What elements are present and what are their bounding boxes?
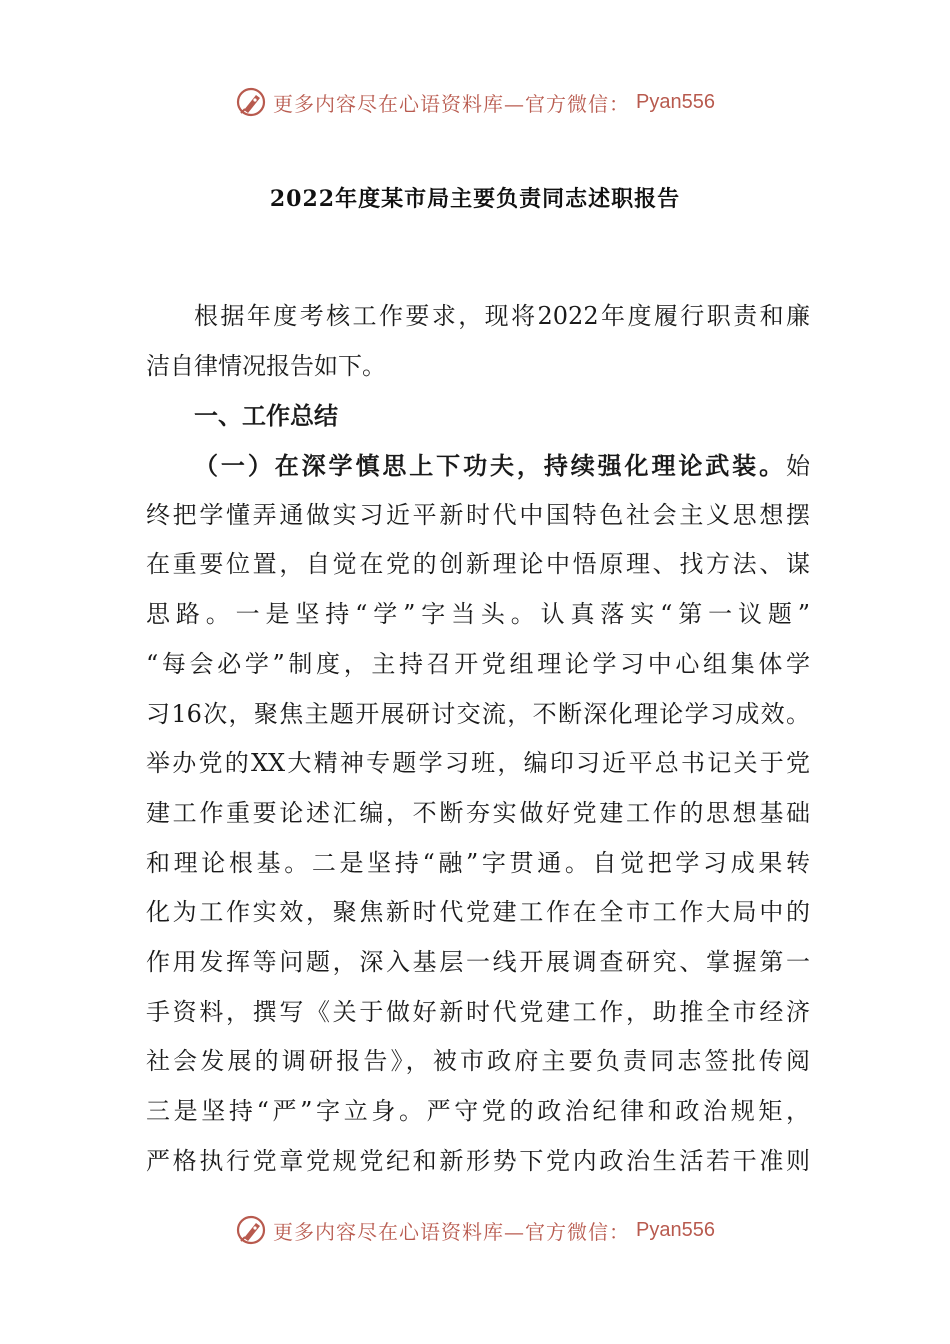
pen-nib-circle-icon xyxy=(235,86,267,118)
watermark-text: 更多内容尽在心语资料库—官方微信： xyxy=(273,91,631,116)
intro-line: 洁自律情况报告如下。 xyxy=(146,351,386,380)
body-line: 作用发挥等问题，深入基层一线开展调查研究、掌握第一 xyxy=(146,947,810,976)
body-line: 三是坚持“严”字立身。严守党的政治纪律和政治规矩， xyxy=(146,1097,810,1125)
subsection-heading: （一）在深学慎思上下功夫，持续强化理论武装。 xyxy=(194,451,786,481)
body-line: 建工作重要论述汇编，不断夯实做好党建工作的思想基础 xyxy=(146,798,810,827)
body-line: 化为工作实效，聚焦新时代党建工作在全市工作大局中的 xyxy=(146,898,810,927)
body-line: 习16次，聚焦主题开展研讨交流，不断深化理论学习成效。 xyxy=(146,699,810,728)
watermark-wechat-id: Pyan556 xyxy=(636,1218,715,1241)
watermark-text: 更多内容尽在心语资料库—官方微信： xyxy=(273,1219,631,1244)
body-line: 和理论根基。二是坚持“融”字贯通。自觉把学习成果转 xyxy=(146,848,810,877)
document-body xyxy=(146,292,810,1186)
watermark-banner-top xyxy=(0,82,950,122)
body-line: 社会发展的调研报告》，被市政府主要负责同志签批传阅 xyxy=(146,1047,810,1076)
body-line: 严格执行党章党规党纪和新形势下党内政治生活若干准则 xyxy=(146,1146,810,1175)
intro-line: 根据年度考核工作要求，现将2022年度履行职责和廉 xyxy=(194,302,810,330)
body-line: 举办党的XX大精神专题学习班，编印习近平总书记关于党 xyxy=(146,749,810,778)
body-line: 终把学懂弄通做实习近平新时代中国特色社会主义思想摆 xyxy=(146,500,810,529)
body-line: 手资料，撰写《关于做好新时代党建工作，助推全市经济 xyxy=(146,997,810,1026)
body-line: 在重要位置，自觉在党的创新理论中悟原理、找方法、谋 xyxy=(146,550,810,579)
subsection-lead-line xyxy=(146,441,810,491)
watermark-banner-bottom xyxy=(0,1210,950,1250)
subsection-lead-tail: 始 xyxy=(786,452,810,481)
pen-nib-circle-icon xyxy=(235,1214,267,1246)
body-line: 思路。一是坚持“学”字当头。认真落实“第一议题” xyxy=(146,600,810,629)
watermark-wechat-id: Pyan556 xyxy=(636,90,715,113)
page-title: 2022年度某市局主要负责同志述职报告 xyxy=(269,186,681,212)
section-heading: 一、工作总结 xyxy=(194,401,338,431)
body-line: “每会必学”制度，主持召开党组理论学习中心组集体学 xyxy=(146,649,810,678)
